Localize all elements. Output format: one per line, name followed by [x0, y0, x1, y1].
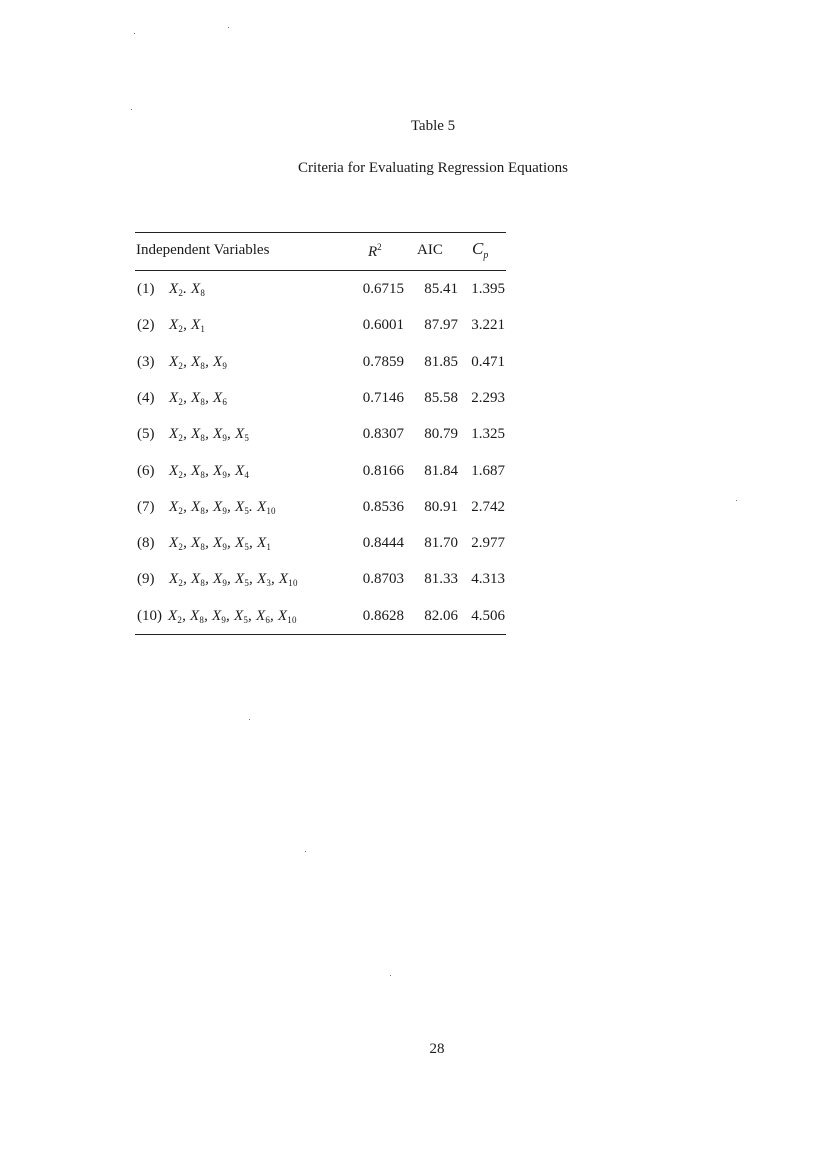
row-r-squared: 0.8628 [362, 608, 404, 624]
variable-x: $X_9$ [212, 571, 228, 588]
table-row [135, 426, 506, 448]
variable-x: $X_2$ [169, 390, 184, 407]
variable-subscript: 9 [222, 578, 228, 588]
variable-x: $X_5$ [234, 499, 250, 516]
table-row [135, 571, 506, 593]
variable-subscript: 6 [222, 397, 228, 407]
variable-x: $X_8$ [190, 499, 206, 516]
variable-x: $X_{10}$ [256, 499, 276, 516]
row-number: (8) [137, 535, 155, 551]
variable-x: $X_2$ [169, 535, 184, 552]
variable-subscript: 2 [178, 578, 184, 588]
variable-x: $X_2$ [168, 608, 183, 625]
row-number: (10) [137, 608, 162, 624]
row-number: (5) [137, 426, 155, 442]
variable-separator: , [227, 535, 235, 551]
header-aic: AIC [417, 242, 443, 258]
table-bottom-rule [135, 634, 506, 635]
variable-subscript: 9 [222, 542, 228, 552]
row-variables [169, 281, 205, 298]
scan-speck [390, 975, 391, 976]
table-title: Table 5 [410, 118, 456, 134]
variable-subscript: 8 [200, 433, 206, 443]
variable-x: $X_2$ [169, 281, 184, 298]
row-variables [169, 571, 298, 588]
row-r-squared: 0.8307 [362, 426, 404, 442]
variable-subscript: 2 [178, 288, 184, 298]
variable-separator: , [227, 426, 235, 442]
row-number: (6) [137, 463, 155, 479]
variable-x: $X_4$ [234, 463, 250, 480]
table-top-rule [135, 232, 506, 233]
header-r-squared-exponent: 2 [377, 242, 382, 252]
header-r-squared-base: R [368, 244, 378, 260]
variable-x: $X_2$ [169, 571, 184, 588]
variable-separator: , [204, 608, 212, 624]
variable-x: $X_8$ [190, 426, 206, 443]
variable-subscript: 5 [244, 542, 250, 552]
variable-separator: . [249, 499, 257, 515]
variable-x: $X_8$ [190, 390, 206, 407]
variable-x: $X_8$ [190, 354, 206, 371]
row-cp: 2.742 [471, 499, 505, 515]
table-caption: Criteria for Evaluating Regression Equations [298, 160, 568, 176]
variable-subscript: 9 [222, 361, 228, 371]
variable-subscript: 8 [200, 542, 206, 552]
variable-x: $X_2$ [169, 499, 184, 516]
variable-subscript: 9 [221, 615, 227, 625]
scan-speck [305, 851, 306, 852]
variable-separator: , [248, 608, 256, 624]
variable-x: $X_8$ [190, 535, 206, 552]
variable-subscript: 2 [178, 361, 184, 371]
row-aic: 81.33 [424, 571, 458, 587]
variable-x: $X_5$ [234, 535, 250, 552]
scan-speck [134, 33, 135, 34]
variable-separator: , [183, 390, 191, 406]
row-number: (9) [137, 571, 155, 587]
variable-x: $X_5$ [234, 571, 250, 588]
variable-x: $X_5$ [234, 426, 250, 443]
row-r-squared: 0.7859 [362, 354, 404, 370]
variable-x: $X_9$ [212, 426, 228, 443]
variable-separator: , [205, 499, 213, 515]
row-variables [169, 426, 249, 443]
variable-separator: , [183, 317, 191, 333]
header-independent-variables: Independent Variables [136, 242, 270, 258]
row-aic: 80.79 [424, 426, 458, 442]
variable-separator: , [183, 463, 191, 479]
table-row [135, 281, 506, 303]
row-r-squared: 0.8536 [362, 499, 404, 515]
variable-subscript: 5 [244, 578, 250, 588]
variable-subscript: 2 [178, 506, 184, 516]
variable-subscript: 8 [200, 288, 206, 298]
page-number: 28 [429, 1041, 445, 1057]
variable-subscript: 1 [200, 324, 206, 334]
variable-x: $X_3$ [256, 571, 272, 588]
scan-speck [249, 719, 250, 720]
variable-subscript: 2 [178, 470, 184, 480]
row-r-squared: 0.8444 [362, 535, 404, 551]
variable-subscript: 9 [222, 433, 228, 443]
variable-x: $X_2$ [169, 463, 184, 480]
variable-subscript: 10 [266, 506, 276, 516]
variable-separator: , [249, 571, 257, 587]
variable-separator: , [227, 499, 235, 515]
variable-separator: , [183, 535, 191, 551]
row-aic: 81.70 [424, 535, 458, 551]
variable-separator: , [205, 390, 213, 406]
row-variables [169, 463, 249, 480]
variable-separator: , [183, 571, 191, 587]
variable-subscript: 8 [200, 470, 206, 480]
row-number: (3) [137, 354, 155, 370]
table-row [135, 390, 506, 412]
row-cp: 2.977 [471, 535, 505, 551]
row-cp: 4.506 [471, 608, 505, 624]
header-r-squared [368, 242, 382, 261]
scan-speck [131, 109, 132, 110]
variable-x: $X_6$ [212, 390, 228, 407]
variable-subscript: 5 [244, 506, 250, 516]
header-cp [472, 239, 488, 261]
variable-subscript: 8 [200, 361, 206, 371]
variable-separator: , [271, 571, 279, 587]
row-cp: 2.293 [471, 390, 505, 406]
variable-x: $X_6$ [255, 608, 271, 625]
row-number: (4) [137, 390, 155, 406]
variable-subscript: 1 [266, 542, 272, 552]
variable-x: $X_9$ [212, 463, 228, 480]
table-row [135, 463, 506, 485]
variable-subscript: 2 [178, 542, 184, 552]
row-variables [169, 317, 205, 334]
scan-speck [736, 500, 737, 501]
variable-x: $X_1$ [190, 317, 206, 334]
variable-x: $X_9$ [212, 535, 228, 552]
variable-subscript: 10 [287, 615, 297, 625]
variable-separator: , [205, 571, 213, 587]
variable-subscript: 8 [200, 506, 206, 516]
table-header-rule [135, 270, 506, 271]
row-number: (1) [137, 281, 155, 297]
variable-separator: , [227, 463, 235, 479]
variable-subscript: 9 [222, 470, 228, 480]
variable-subscript: 2 [178, 397, 184, 407]
variable-separator: , [205, 535, 213, 551]
scan-speck [228, 27, 229, 28]
variable-subscript: 10 [288, 578, 298, 588]
variable-subscript: 2 [177, 615, 183, 625]
table-row [135, 499, 506, 521]
row-number: (2) [137, 317, 155, 333]
table-row [135, 535, 506, 557]
row-variables [169, 535, 271, 552]
variable-x: $X_{10}$ [278, 571, 298, 588]
row-variables [169, 390, 227, 407]
row-aic: 81.85 [424, 354, 458, 370]
variable-subscript: 2 [178, 433, 184, 443]
row-r-squared: 0.8166 [362, 463, 404, 479]
row-cp: 1.687 [471, 463, 505, 479]
variable-x: $X_8$ [190, 463, 206, 480]
row-number: (7) [137, 499, 155, 515]
header-cp-base: C [472, 239, 484, 258]
variable-separator: , [205, 354, 213, 370]
variable-separator: , [183, 426, 191, 442]
variable-subscript: 2 [178, 324, 184, 334]
row-variables [169, 499, 276, 516]
row-r-squared: 0.6715 [362, 281, 404, 297]
row-aic: 80.91 [424, 499, 458, 515]
row-aic: 85.41 [424, 281, 458, 297]
variable-x: $X_5$ [233, 608, 249, 625]
row-cp: 1.325 [471, 426, 505, 442]
variable-subscript: 6 [265, 615, 271, 625]
row-aic: 87.97 [424, 317, 458, 333]
row-aic: 85.58 [424, 390, 458, 406]
variable-separator: . [183, 281, 191, 297]
row-r-squared: 0.6001 [362, 317, 404, 333]
variable-x: $X_{10}$ [277, 608, 297, 625]
variable-x: $X_9$ [211, 608, 227, 625]
row-r-squared: 0.8703 [362, 571, 404, 587]
variable-separator: , [227, 571, 235, 587]
variable-subscript: 5 [243, 615, 249, 625]
variable-separator: , [205, 426, 213, 442]
variable-subscript: 8 [200, 578, 206, 588]
row-aic: 81.84 [424, 463, 458, 479]
variable-separator: , [183, 499, 191, 515]
row-cp: 3.221 [471, 317, 505, 333]
variable-x: $X_2$ [169, 426, 184, 443]
table-row [135, 317, 506, 339]
variable-x: $X_2$ [169, 317, 184, 334]
variable-x: $X_2$ [169, 354, 184, 371]
variable-subscript: 8 [200, 397, 206, 407]
variable-separator: , [183, 354, 191, 370]
row-cp: 1.395 [471, 281, 505, 297]
row-aic: 82.06 [424, 608, 458, 624]
variable-subscript: 5 [244, 433, 250, 443]
variable-x: $X_9$ [212, 499, 228, 516]
row-variables [169, 354, 227, 371]
variable-separator: , [182, 608, 190, 624]
variable-x: $X_1$ [256, 535, 272, 552]
variable-x: $X_8$ [190, 571, 206, 588]
variable-x: $X_8$ [190, 281, 206, 298]
row-cp: 4.313 [471, 571, 505, 587]
variable-subscript: 9 [222, 506, 228, 516]
row-variables [168, 608, 297, 625]
variable-separator: , [270, 608, 278, 624]
header-cp-subscript: p [483, 250, 489, 261]
variable-subscript: 4 [244, 470, 250, 480]
variable-separator: , [249, 535, 257, 551]
variable-separator: , [226, 608, 234, 624]
table-row [135, 608, 506, 630]
row-cp: 0.471 [471, 354, 505, 370]
row-r-squared: 0.7146 [362, 390, 404, 406]
variable-x: $X_9$ [212, 354, 228, 371]
variable-subscript: 3 [266, 578, 272, 588]
table-row [135, 354, 506, 376]
variable-subscript: 8 [199, 615, 205, 625]
variable-separator: , [205, 463, 213, 479]
variable-x: $X_8$ [189, 608, 205, 625]
